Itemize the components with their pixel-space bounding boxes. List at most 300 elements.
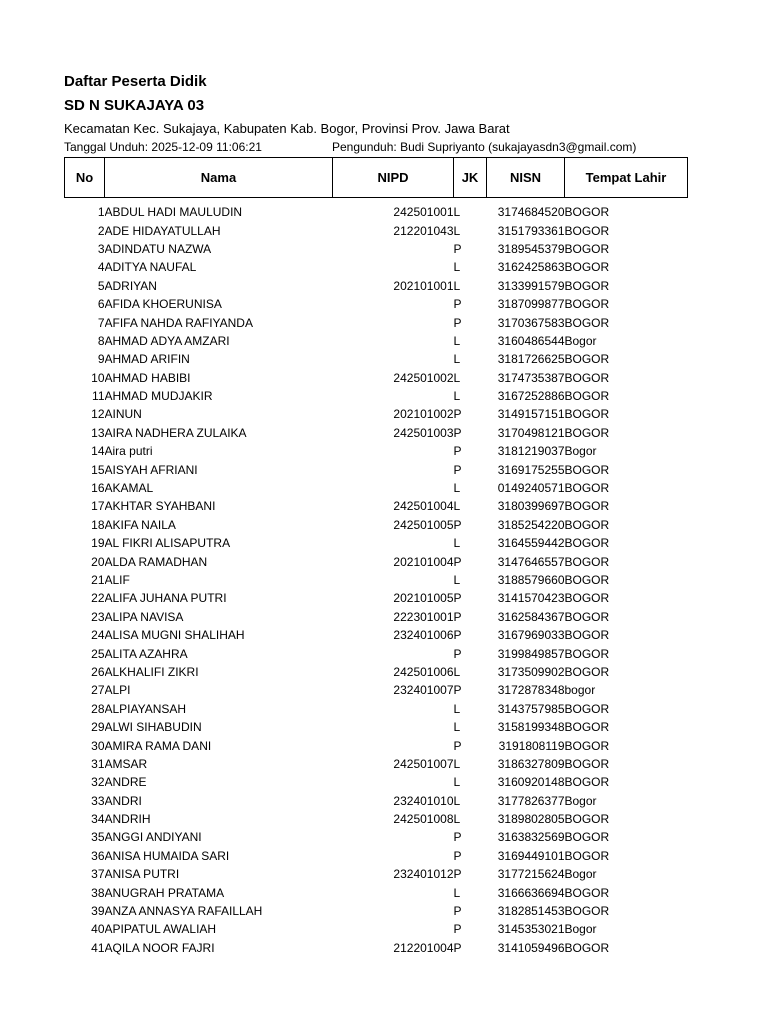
cell-nipd: 242501005 [393,517,454,532]
cell-jk: P [453,646,462,661]
cell-nipd: 212201043 [393,223,454,238]
column-header-nisn: NISN [487,158,565,198]
cell-nisn: 3173509902 [497,664,565,679]
table-row [65,847,688,865]
column-header-jk: JK [454,158,487,198]
cell-nipd: 242501004 [393,499,454,514]
cell-tempat-lahir: BOGOR [564,260,610,275]
cell-nama: AINUN [104,407,142,422]
cell-nisn: 3166636694 [497,885,565,900]
cell-jk: L [453,260,461,275]
column-header-tempat-lahir: Tempat Lahir [565,158,688,198]
cell-tempat-lahir: BOGOR [564,830,610,845]
cell-nipd: 212201004 [393,940,454,955]
cell-no: 9 [97,352,105,367]
cell-nama: AL FIKRI ALISAPUTRA [104,536,231,551]
download-date: Tanggal Unduh: 2025-12-09 11:06:21 [64,140,262,154]
cell-jk: L [453,885,461,900]
cell-no: 28 [91,701,105,716]
cell-tempat-lahir: BOGOR [564,352,610,367]
cell-tempat-lahir: Bogor [564,922,597,937]
cell-no: 12 [91,407,105,422]
cell-jk: L [453,481,461,496]
cell-no: 37 [91,867,105,882]
cell-nama: AFIFA NAHDA RAFIYANDA [104,315,253,330]
cell-nama: ANGGI ANDIYANI [104,830,202,845]
table-row [65,424,688,442]
cell-jk: P [453,407,462,422]
table-row [65,883,688,901]
cell-no: 7 [97,315,105,330]
cell-nisn: 3172878348 [497,683,565,698]
cell-nama: ALPIAYANSAH [104,701,187,716]
cell-nisn: 3180399697 [497,499,565,514]
table-row [65,460,688,478]
cell-nama: AKAMAL [104,481,154,496]
cell-nisn: 3163832569 [497,830,565,845]
table-row [65,902,688,920]
cell-nama: ANDRE [104,775,147,790]
table-row [65,313,688,331]
cell-no: 24 [91,628,105,643]
cell-nama: ANISA PUTRI [104,867,180,882]
cell-jk: P [453,830,462,845]
cell-no: 13 [91,425,105,440]
table-row [65,920,688,938]
cell-no: 32 [91,775,105,790]
cell-tempat-lahir: BOGOR [564,554,610,569]
downloader-info: Pengunduh: Budi Supriyanto (sukajayasdn3@gmail.com) [332,140,637,154]
table-row [65,479,688,497]
table-row [65,534,688,552]
cell-nisn: 3177826377 [497,793,565,808]
cell-nipd [333,387,454,405]
cell-nipd [333,442,454,460]
table-row [65,516,688,534]
cell-nipd: 242501003 [393,425,454,440]
cell-nama: ALIFA JUHANA PUTRI [104,591,227,606]
cell-nama: AMIRA RAMA DANI [104,738,212,753]
cell-jk: P [453,738,462,753]
cell-no: 4 [97,260,105,275]
cell-jk: L [453,205,461,220]
cell-jk: P [453,517,462,532]
cell-nisn: 3177215624 [497,867,565,882]
cell-tempat-lahir: BOGOR [564,573,610,587]
cell-no: 21 [91,573,105,587]
cell-nisn: 3164559442 [497,536,565,551]
cell-jk: P [453,609,462,624]
cell-jk: L [453,389,461,404]
cell-no: 10 [91,370,105,385]
cell-nipd [333,313,454,331]
table-row [65,203,688,221]
cell-jk: P [453,940,462,955]
cell-no: 38 [91,885,105,900]
cell-jk: P [453,425,462,440]
document-title: Daftar Peserta Didik [64,73,207,90]
cell-no: 31 [91,756,105,771]
table-row [65,773,688,791]
student-table [64,157,688,957]
cell-nipd: 242501002 [393,370,454,385]
table-row [65,681,688,699]
table-row [65,755,688,773]
cell-nama: Aira putri [104,444,153,459]
cell-tempat-lahir: BOGOR [564,425,610,440]
cell-nipd [333,295,454,313]
cell-nama: ANZA ANNASYA RAFAILLAH [104,904,263,919]
cell-nipd [333,847,454,865]
cell-nama: ALDA RAMADHAN [104,554,208,569]
cell-nisn: 3181726625 [497,352,565,367]
cell-nipd [333,736,454,754]
cell-nisn: 3182851453 [497,904,565,919]
cell-nipd: 202101004 [393,554,454,569]
table-row [65,663,688,681]
cell-jk: P [453,591,462,606]
table-row [65,792,688,810]
cell-jk: P [453,462,462,477]
cell-no: 25 [91,646,105,661]
cell-nipd [333,644,454,662]
cell-jk: P [453,241,462,256]
cell-nama: AHMAD ARIFIN [104,352,190,367]
cell-nisn: 3189802805 [497,812,565,827]
cell-jk: P [453,904,462,919]
table-row [65,589,688,607]
table-row [65,552,688,570]
cell-nama: ALITA AZAHRA [104,646,188,661]
cell-jk: L [453,223,461,238]
cell-nama: ABDUL HADI MAULUDIN [104,205,243,220]
cell-no: 14 [91,444,105,459]
cell-no: 35 [91,830,105,845]
cell-tempat-lahir: BOGOR [564,241,610,256]
table-row [65,828,688,846]
cell-nipd: 242501006 [393,664,454,679]
cell-nipd [333,460,454,478]
cell-tempat-lahir: BOGOR [564,499,610,514]
cell-nisn: 3167252886 [497,389,565,404]
cell-nisn: 3147646557 [497,554,565,569]
cell-tempat-lahir: BOGOR [564,517,610,532]
cell-nipd [333,240,454,258]
table-row [65,240,688,258]
cell-no: 27 [91,683,105,698]
cell-nisn: 3141059496 [497,940,565,955]
cell-nisn: 3191808119 [498,738,565,753]
cell-no: 15 [91,462,105,477]
cell-nisn: 3158199348 [497,720,565,735]
cell-nama: ALIPA NAVISA [104,609,184,624]
cell-nisn: 3174684520 [497,205,565,220]
cell-nama: AKIFA NAILA [104,517,176,532]
cell-jk: L [453,812,461,827]
cell-tempat-lahir: BOGOR [564,462,610,477]
cell-nisn: 3188579660 [497,573,565,587]
table-row [65,497,688,515]
cell-tempat-lahir: BOGOR [564,223,610,238]
location-line: Kecamatan Kec. Sukajaya, Kabupaten Kab. Bogor, Provinsi Prov. Jawa Barat [64,121,510,136]
cell-no: 29 [91,720,105,735]
cell-jk: P [453,922,462,937]
cell-no: 8 [97,333,105,348]
cell-tempat-lahir: BOGOR [564,904,610,919]
cell-jk: L [453,793,461,808]
table-row [65,939,688,957]
cell-jk: L [453,370,461,385]
cell-tempat-lahir: BOGOR [564,701,610,716]
cell-tempat-lahir: BOGOR [564,609,610,624]
cell-nisn: 3143757985 [497,701,565,716]
cell-no: 39 [91,904,105,919]
cell-no: 3 [97,241,105,256]
cell-jk: P [453,848,462,863]
cell-jk: L [453,352,461,367]
column-header-nipd: NIPD [333,158,454,198]
cell-nama: AKHTAR SYAHBANI [104,499,216,514]
table-row [65,350,688,368]
cell-nipd [333,258,454,276]
cell-nisn: 3186327809 [497,756,565,771]
cell-nipd: 222301001 [393,609,454,624]
cell-tempat-lahir: BOGOR [564,720,610,735]
cell-tempat-lahir: Bogor [564,793,597,808]
cell-nisn: 3133991579 [497,278,565,293]
cell-tempat-lahir: BOGOR [564,407,610,422]
cell-no: 2 [97,223,105,238]
table-row [65,644,688,662]
table-row [65,405,688,423]
cell-tempat-lahir: BOGOR [564,756,610,771]
cell-no: 16 [91,481,105,496]
table-row [65,332,688,350]
cell-jk: L [453,756,461,771]
cell-no: 18 [91,517,105,532]
cell-tempat-lahir: BOGOR [564,812,610,827]
column-header-nama: Nama [105,158,333,198]
cell-no: 30 [91,738,105,753]
cell-nipd [333,534,454,552]
cell-jk: P [453,554,462,569]
cell-jk: L [453,664,461,679]
cell-tempat-lahir: BOGOR [564,297,610,312]
table-row [65,221,688,239]
cell-tempat-lahir: BOGOR [564,664,610,679]
cell-no: 23 [91,609,105,624]
table-row [65,865,688,883]
cell-nama: ADITYA NAUFAL [104,260,197,275]
cell-tempat-lahir: BOGOR [564,646,610,661]
cell-jk: P [453,867,462,882]
cell-tempat-lahir: BOGOR [564,940,610,955]
cell-no: 22 [91,591,105,606]
cell-nipd [333,883,454,901]
table-row [65,258,688,276]
cell-nisn: 3167969033 [497,628,565,643]
table-row [65,571,688,589]
cell-no: 19 [91,536,105,551]
cell-tempat-lahir: BOGOR [564,628,610,643]
cell-nama: ADRIYAN [104,278,157,293]
cell-nisn: 3169175255 [497,462,565,477]
cell-jk: P [453,444,462,459]
cell-no: 34 [91,812,105,827]
cell-no: 41 [91,940,105,955]
table-row [65,277,688,295]
cell-no: 17 [91,499,105,514]
cell-nama: ALPI [104,683,131,698]
cell-jk: L [453,720,461,735]
cell-nisn: 3189545379 [497,241,565,256]
cell-nisn: 3145353021 [497,922,565,937]
cell-nama: ANDRIH [104,812,151,827]
table-body [65,198,688,958]
cell-nama: ADINDATU NAZWA [104,241,212,256]
cell-jk: L [453,775,461,790]
column-header-no: No [65,158,105,198]
cell-nama: ANDRI [104,793,142,808]
cell-nisn: 3174735387 [497,370,565,385]
cell-nipd [333,828,454,846]
cell-nisn: 3141570423 [497,591,565,606]
cell-nisn: 3170367583 [497,315,565,330]
cell-jk: P [453,683,462,698]
school-name: SD N SUKAJAYA 03 [64,97,205,114]
cell-tempat-lahir: BOGOR [564,205,610,220]
cell-tempat-lahir: bogor [564,683,596,698]
cell-jk: P [453,297,462,312]
cell-no: 20 [91,554,105,569]
cell-tempat-lahir: BOGOR [564,591,610,606]
cell-tempat-lahir: Bogor [564,867,597,882]
cell-jk: L [453,499,461,514]
cell-nipd [333,571,454,589]
cell-nipd: 202101001 [393,278,454,293]
table-row [65,700,688,718]
cell-tempat-lahir: BOGOR [564,775,610,790]
table-row [65,736,688,754]
table-row [65,626,688,644]
cell-jk: P [453,628,462,643]
cell-nisn: 3160920148 [497,775,565,790]
cell-nama: AFIDA KHOERUNISA [104,297,222,312]
cell-no: 6 [97,297,105,312]
cell-tempat-lahir: BOGOR [564,315,610,330]
cell-nisn: 3170498121 [497,425,565,440]
cell-nisn: 3181219037 [497,444,565,459]
table-row [65,387,688,405]
cell-nama: AMSAR [104,756,148,771]
cell-nipd: 242501007 [393,756,454,771]
cell-tempat-lahir: BOGOR [564,536,610,551]
cell-no: 33 [91,793,105,808]
table-row [65,608,688,626]
cell-nama: ALISA MUGNI SHALIHAH [104,628,245,643]
cell-no: 36 [91,848,105,863]
cell-nama: ANUGRAH PRATAMA [104,885,225,900]
cell-nama: AHMAD HABIBI [104,370,191,385]
cell-nama: ADE HIDAYATULLAH [104,223,221,238]
cell-nipd [333,332,454,350]
cell-nipd: 242501001 [393,205,454,220]
cell-nama: AHMAD ADYA AMZARI [104,333,230,348]
cell-tempat-lahir: BOGOR [564,389,610,404]
cell-tempat-lahir: BOGOR [564,370,610,385]
cell-nipd [333,920,454,938]
table-header-row [65,158,688,198]
cell-nipd: 232401010 [393,793,454,808]
cell-no: 11 [92,389,105,404]
cell-nipd [333,718,454,736]
cell-nipd [333,700,454,718]
cell-no: 26 [91,664,105,679]
cell-tempat-lahir: BOGOR [564,848,610,863]
cell-nipd [333,479,454,497]
cell-nama: AHMAD MUDJAKIR [104,389,213,404]
cell-nama: AIRA NADHERA ZULAIKA [104,425,247,440]
cell-nama: ANISA HUMAIDA SARI [104,848,230,863]
cell-no: 5 [97,278,105,293]
cell-tempat-lahir: BOGOR [564,278,610,293]
cell-tempat-lahir: BOGOR [564,481,610,496]
cell-jk: L [453,536,461,551]
cell-nisn: 3162425863 [497,260,565,275]
cell-jk: L [453,701,461,716]
table-row [65,442,688,460]
cell-nama: AQILA NOOR FAJRI [104,940,215,955]
cell-tempat-lahir: BOGOR [564,738,610,753]
cell-nisn: 3149157151 [497,407,565,422]
cell-nipd [333,902,454,920]
cell-nisn: 0149240571 [497,481,565,496]
table-row [65,295,688,313]
cell-tempat-lahir: Bogor [564,444,597,459]
cell-jk: L [453,278,461,293]
cell-nisn: 3151793361 [497,223,565,238]
cell-no: 40 [91,922,105,937]
cell-nisn: 3162584367 [497,609,565,624]
cell-nipd [333,773,454,791]
cell-nipd: 232401012 [393,867,454,882]
cell-nisn: 3199849857 [497,646,565,661]
cell-nisn: 3185254220 [497,517,565,532]
cell-jk: L [453,333,461,348]
cell-tempat-lahir: Bogor [564,333,597,348]
cell-nisn: 3187099877 [497,297,565,312]
cell-no: 1 [97,205,105,220]
cell-nisn: 3169449101 [497,848,565,863]
cell-nisn: 3160486544 [497,333,565,348]
table-row [65,810,688,828]
table-row [65,369,688,387]
cell-nama: ALKHALIFI ZIKRI [104,664,199,679]
cell-tempat-lahir: BOGOR [564,885,610,900]
cell-nama: APIPATUL AWALIAH [104,922,217,937]
cell-nipd [333,350,454,368]
cell-jk: P [453,315,462,330]
cell-nipd: 232401006 [393,628,454,643]
cell-nipd: 202101002 [393,407,454,422]
cell-nipd: 242501008 [393,812,454,827]
cell-nipd: 232401007 [393,683,454,698]
cell-jk: L [453,573,461,587]
cell-nama: ALWI SIHABUDIN [104,720,202,735]
table-row [65,718,688,736]
cell-nama: ALIF [104,573,130,587]
cell-nipd: 202101005 [393,591,454,606]
